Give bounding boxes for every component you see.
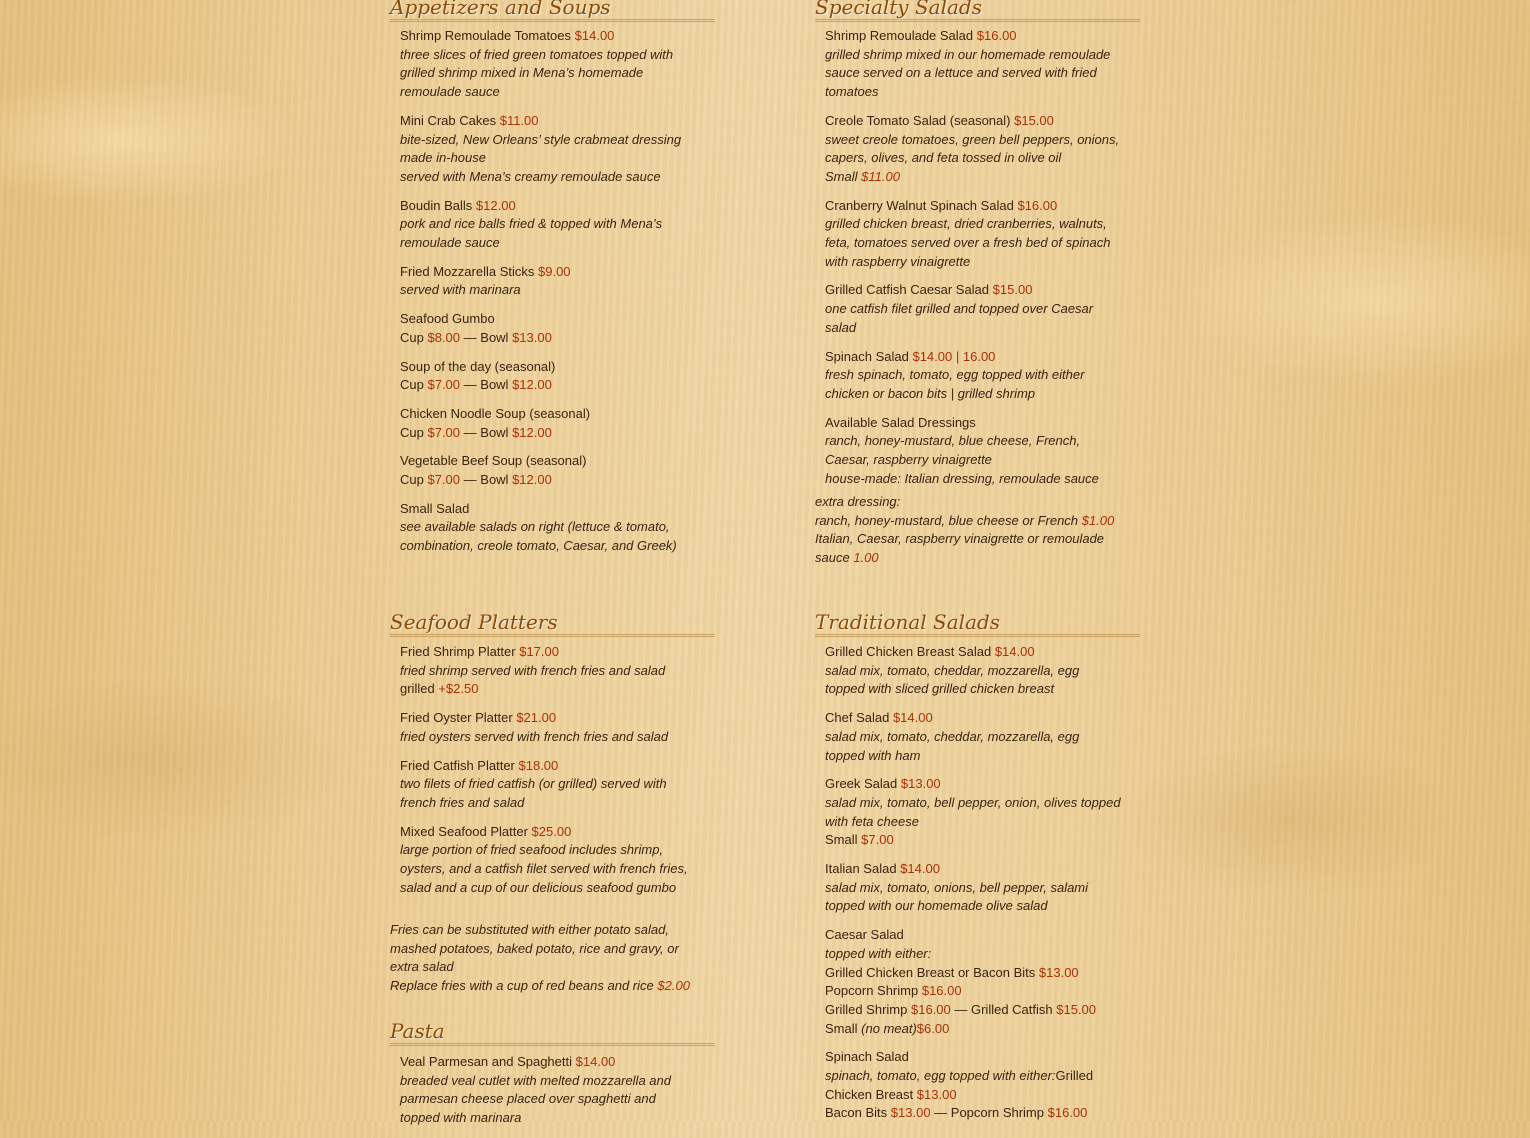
grilled-price: +$2.50	[438, 681, 479, 697]
note-line: Replace fries with a cup of red beans and rice	[390, 978, 654, 994]
item-price: $14.00	[575, 1054, 616, 1069]
option-price: $13.00	[1038, 964, 1079, 980]
menu-item	[400, 709, 700, 746]
appetizers-list	[400, 27, 700, 566]
small-label: Small	[825, 832, 858, 848]
item-price: $13.00	[900, 776, 941, 792]
extra-dressing-line: sauce	[815, 550, 850, 566]
item-desc: Caesar, raspberry vinaigrette	[825, 452, 992, 468]
menu-item	[400, 823, 700, 898]
option-price: $13.00	[916, 1086, 957, 1102]
item-desc: sauce served on a lettuce and served with fried	[825, 65, 1097, 81]
item-desc: served with Mena’s creamy remoulade sauce	[400, 168, 661, 184]
item-name: Greek Salad	[825, 776, 898, 792]
bowl-label: — Bowl	[463, 329, 509, 345]
grilled-label: grilled	[400, 681, 435, 697]
cup-label: Cup	[400, 472, 424, 488]
bowl-price: $13.00	[512, 329, 552, 345]
section-title-traditional: Traditional Salads	[815, 612, 1140, 637]
item-name: Mixed Seafood Platter	[400, 823, 528, 839]
option-label: Popcorn Shrimp	[825, 983, 919, 999]
item-desc: topped with ham	[825, 747, 921, 763]
bowl-label: — Bowl	[463, 424, 509, 440]
item-name: Soup of the day (seasonal)	[400, 358, 556, 374]
item-desc: topped with either:	[825, 945, 932, 961]
item-price: $14.00	[912, 348, 953, 364]
item-desc: large portion of fried seafood includes shrimp,	[400, 842, 664, 858]
option-label: — Grilled Catfish	[954, 1001, 1053, 1017]
small-price: $11.00	[861, 168, 900, 184]
item-price: $18.00	[518, 757, 559, 773]
menu-item	[400, 310, 700, 347]
item-desc: chicken or bacon bits | grilled shrimp	[825, 385, 1036, 401]
item-desc: topped with our homemade olive salad	[825, 898, 1048, 914]
item-desc: remoulade sauce	[400, 84, 500, 100]
option-label: Bacon Bits	[825, 1105, 888, 1121]
cup-price: $7.00	[427, 472, 461, 488]
item-name: Fried Catfish Platter	[400, 757, 515, 773]
extra-dressing-label: extra dressing:	[815, 494, 901, 509]
item-desc: combination, creole tomato, Caesar, and Greek)	[400, 538, 677, 554]
small-price: $6.00	[916, 1020, 950, 1036]
item-desc: french fries and salad	[400, 794, 525, 810]
item-name: Cranberry Walnut Spinach Salad	[825, 197, 1014, 213]
extra-dressing-line: Italian, Caesar, raspberry vinaigrette or remoulade	[815, 531, 1105, 547]
item-desc: with raspberry vinaigrette	[825, 253, 971, 269]
menu-item	[825, 709, 1125, 765]
item-desc: grilled chicken breast, dried cranberries, walnuts,	[825, 216, 1107, 232]
item-name: Mini Crab Cakes	[400, 112, 497, 128]
item-price: $16.00	[976, 28, 1017, 43]
menu-item	[825, 775, 1125, 850]
item-name: Seafood Gumbo	[400, 311, 495, 327]
item-desc: three slices of fried green tomatoes topped with	[400, 46, 674, 62]
item-name: Grilled Chicken Breast Salad	[825, 644, 992, 659]
option-label: Grilled Shrimp	[825, 1001, 908, 1017]
item-desc: pork and rice balls fried & topped with Mena’s	[400, 216, 663, 232]
option-price: $16.00	[910, 1001, 951, 1017]
item-desc: breaded veal cutlet with melted mozzarella and	[400, 1072, 671, 1088]
item-desc: parmesan cheese placed over spaghetti and	[400, 1091, 656, 1107]
item-desc: two filets of fried catfish (or grilled) served with	[400, 776, 667, 792]
item-name: Spinach Salad	[825, 1049, 909, 1065]
cup-price: $7.00	[427, 377, 461, 393]
small-note: (no meat)	[861, 1020, 917, 1036]
item-price: $15.00	[1014, 112, 1054, 128]
small-label: Small	[825, 1020, 858, 1036]
traditional-list	[825, 643, 1125, 1133]
item-desc: house-made: Italian dressing, remoulade sauce	[825, 470, 1099, 486]
option-label: Grilled Chicken Breast or Bacon Bits	[825, 964, 1036, 980]
menu-item	[400, 500, 700, 556]
section-title-specialty: Specialty Salads	[815, 0, 1140, 22]
item-name: Vegetable Beef Soup (seasonal)	[400, 453, 587, 469]
menu-item	[825, 926, 1125, 1038]
item-desc: salad	[825, 319, 857, 335]
menu-item	[825, 348, 1125, 404]
item-desc: fresh spinach, tomato, egg topped with either	[825, 367, 1085, 383]
item-desc: salad and a cup of our delicious seafood gumbo	[400, 879, 677, 895]
item-name: Italian Salad	[825, 861, 897, 877]
item-desc: salad mix, tomato, onions, bell pepper, salami	[825, 879, 1089, 895]
cup-label: Cup	[400, 424, 424, 440]
menu-item	[400, 197, 700, 253]
item-desc: fried oysters served with french fries and salad	[400, 728, 669, 744]
item-desc: served with marinara	[400, 282, 521, 298]
menu-item	[825, 414, 1125, 489]
extra-dressing-price: $1.00	[1081, 512, 1115, 528]
item-price: $14.00	[994, 644, 1035, 659]
item-price: $12.00	[475, 197, 516, 213]
item-desc: oysters, and a catfish filet served with french fries,	[400, 861, 688, 877]
item-desc: one catfish filet grilled and topped over Caesar	[825, 301, 1094, 317]
item-desc: salad mix, tomato, cheddar, mozzarella, egg	[825, 662, 1080, 678]
item-price: $11.00	[499, 112, 539, 128]
option-price: $16.00	[1047, 1105, 1088, 1121]
note-price: $2.00	[657, 978, 690, 994]
menu-item	[400, 405, 700, 442]
extra-dressing-note	[815, 493, 1145, 568]
item-desc: fried shrimp served with french fries and salad	[400, 662, 666, 678]
specialty-list	[825, 27, 1125, 498]
item-desc: grilled shrimp mixed in our homemade remoulade	[825, 46, 1111, 62]
item-desc: see available salads on right (lettuce & tomato,	[400, 519, 670, 535]
cup-price: $7.00	[427, 424, 461, 440]
item-price: $15.00	[992, 282, 1033, 298]
item-desc: feta, tomatoes served over a fresh bed of spinach	[825, 235, 1111, 251]
menu-item	[400, 112, 700, 187]
menu-item	[825, 197, 1125, 272]
item-name: Spinach Salad	[825, 348, 909, 364]
item-price: $16.00	[1017, 197, 1058, 213]
menu-item	[400, 452, 700, 489]
menu-item	[825, 281, 1125, 337]
item-desc: spinach, tomato, egg topped with either:	[825, 1068, 1056, 1084]
note-line: mashed potatoes, baked potato, rice and gravy, or	[390, 940, 679, 956]
cup-label: Cup	[400, 377, 424, 393]
section-title-pasta: Pasta	[390, 1021, 715, 1046]
cup-label: Cup	[400, 329, 424, 345]
cup-price: $8.00	[427, 329, 461, 345]
item-desc: grilled shrimp mixed in Mena’s homemade	[400, 65, 644, 81]
menu-item	[400, 358, 700, 395]
item-name: Fried Mozzarella Sticks	[400, 263, 535, 279]
item-name: Veal Parmesan and Spaghetti	[400, 1054, 573, 1069]
item-name: Available Salad Dressings	[825, 414, 976, 430]
menu-item	[825, 27, 1125, 102]
option-label: Chicken Breast	[825, 1086, 914, 1102]
item-desc: tomatoes	[825, 84, 879, 100]
menu-item	[400, 263, 700, 300]
item-desc: remoulade sauce	[400, 235, 500, 251]
option-label: — Popcorn Shrimp	[934, 1105, 1044, 1121]
item-name: Fried Shrimp Platter	[400, 644, 516, 659]
item-name: Shrimp Remoulade Salad	[825, 28, 974, 43]
option-price: $16.00	[921, 983, 962, 999]
pasta-list	[400, 1053, 700, 1138]
option-label: Grilled	[1055, 1068, 1094, 1084]
item-name: Caesar Salad	[825, 927, 904, 943]
item-price: $14.00	[892, 710, 933, 726]
item-desc: salad mix, tomato, cheddar, mozzarella, egg	[825, 728, 1080, 744]
extra-dressing-price: 1.00	[853, 550, 879, 566]
item-price: $21.00	[516, 710, 557, 726]
small-price: $7.00	[861, 832, 894, 848]
menu-item	[825, 643, 1125, 699]
item-price: $14.00	[900, 861, 940, 877]
menu-item	[400, 27, 700, 102]
menu-item	[825, 860, 1125, 916]
item-desc: capers, olives, and feta tossed in olive oil	[825, 150, 1062, 166]
item-name: Chef Salad	[825, 710, 890, 726]
price-separator: |	[955, 348, 960, 364]
item-price-alt: 16.00	[962, 348, 996, 364]
item-desc: ranch, honey-mustard, blue cheese, French,	[825, 433, 1081, 449]
item-name: Fried Oyster Platter	[400, 710, 513, 726]
option-price: $13.00	[890, 1105, 931, 1121]
item-name: Shrimp Remoulade Tomatoes	[400, 28, 572, 43]
item-name: Chicken Noodle Soup (seasonal)	[400, 405, 591, 421]
menu-item	[825, 1048, 1125, 1123]
item-desc: topped with sliced grilled chicken breast	[825, 681, 1055, 697]
bowl-price: $12.00	[512, 472, 552, 488]
item-desc: with feta cheese	[825, 813, 919, 829]
note-line: extra salad	[390, 959, 454, 975]
bowl-price: $12.00	[512, 377, 552, 393]
platters-list	[400, 643, 700, 907]
section-title-platters: Seafood Platters	[390, 612, 715, 637]
item-price: $25.00	[531, 823, 572, 839]
item-name: Grilled Catfish Caesar Salad	[825, 282, 990, 298]
section-title-appetizers: Appetizers and Soups	[390, 0, 715, 22]
item-desc: bite-sized, New Orleans’ style crabmeat dressing	[400, 131, 682, 147]
bowl-price: $12.00	[512, 424, 552, 440]
item-price: $17.00	[519, 644, 559, 659]
item-name: Creole Tomato Salad (seasonal)	[825, 112, 1011, 128]
item-desc: topped with marinara	[400, 1110, 522, 1126]
menu-item	[400, 643, 700, 699]
bowl-label: — Bowl	[463, 377, 509, 393]
extra-dressing-line: ranch, honey-mustard, blue cheese or French	[815, 512, 1079, 528]
bowl-label: — Bowl	[463, 472, 509, 488]
item-desc: made in-house	[400, 150, 486, 166]
item-name: Boudin Balls	[400, 197, 473, 213]
item-desc: sweet creole tomatoes, green bell peppers, onions,	[825, 131, 1120, 147]
item-price: $9.00	[538, 263, 571, 279]
menu-item	[400, 757, 700, 813]
fries-substitution-note	[390, 921, 710, 996]
menu-item	[825, 112, 1125, 187]
option-price: $15.00	[1056, 1001, 1097, 1017]
item-price: $14.00	[574, 28, 615, 43]
menu-item	[400, 1053, 700, 1128]
item-name: Small Salad	[400, 500, 470, 516]
item-desc: salad mix, tomato, bell pepper, onion, olives topped	[825, 794, 1121, 810]
note-line: Fries can be substituted with either potato salad,	[390, 922, 669, 937]
small-label: Small	[825, 168, 858, 184]
